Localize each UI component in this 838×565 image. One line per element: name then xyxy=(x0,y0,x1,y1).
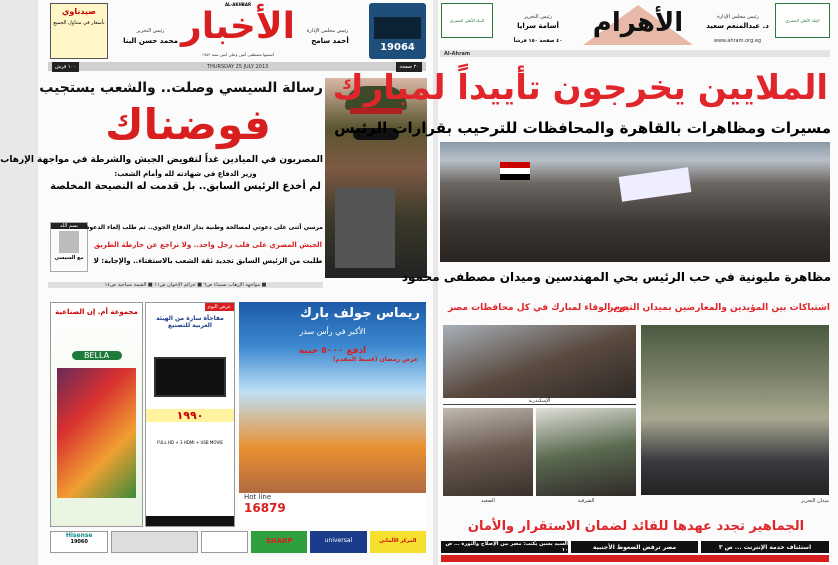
tv-price: ١٩٩٠ xyxy=(146,409,234,422)
author-photo xyxy=(59,231,79,253)
juice-ad-title: مجموعة أم. إن الصناعية xyxy=(55,308,138,316)
bottom-ads-row xyxy=(50,531,426,553)
slogan: أسسها مصطفى أمين وعلي أمين سنة ١٩٥٢ xyxy=(201,52,275,57)
subhead-3: لم أخدع الرئيس السابق.. بل قدمت له النصيحة المخلصة xyxy=(50,181,321,192)
website: www.ahram.org.eg xyxy=(713,38,762,44)
headline-2: مظاهرة مليونية في حب الرئيس بحي المهندسين وميدان مصطفى محمود xyxy=(401,270,831,284)
resort-payment: ادفع ٥٠٠٠ جنيه xyxy=(298,346,367,356)
col-right-title: اشتباكات بين المؤيدين والمعارضين بميدان التحرير xyxy=(608,303,830,313)
caption-upper-egypt: الصعيد xyxy=(481,498,495,504)
bank-ad-right: البنك الأهلي المصري xyxy=(775,3,830,38)
col-left-title: يوم الوفاء لمبارك في كل محافظات مصر xyxy=(447,303,630,313)
tahrir-photo xyxy=(641,325,829,495)
kicker: رسالة السيسي وصلت.. والشعب يستجيب xyxy=(39,80,323,96)
main-headline: الملايين يخرجون تأييداً لمبارك xyxy=(332,68,828,108)
caption-tahrir: ميدان التحرير xyxy=(800,498,829,504)
index-bar: ■ مواجهة الإرهاب بسيناء ص٦ ■ جرائم الإخوان ص١١ ■ القيمة سياحية ص١٤ xyxy=(48,282,323,288)
editor-name: أسامة سرايا xyxy=(517,22,559,30)
chairman-label: رئيس مجلس الإدارة xyxy=(306,28,349,34)
caption-alexandria: الإسكندرية xyxy=(443,398,636,404)
subhead-1: المصريون في الميادين غداً لتفويض الجيش والشرطة في مواجهة الإرهاب xyxy=(0,155,323,165)
column-box xyxy=(50,222,88,272)
hotline-label: Hot line xyxy=(244,493,272,501)
subhead-6: طلبت من الرئيس السابق تجديد ثقة الشعب بالاستفتاء.. والإجابة: لا xyxy=(93,257,323,265)
phone-ad xyxy=(369,3,426,59)
resort-subtitle: الأكبر في رأس سدر xyxy=(299,327,366,336)
universal-ad: universal xyxy=(310,531,366,553)
juice-ad xyxy=(50,302,143,527)
tv-ad-title: مفاجأة سارة من الهيئة العربية للتصنيع xyxy=(156,315,224,329)
hisense-ad: Hisense 19060 xyxy=(50,531,108,553)
bank-ad-left: البنك الأهلي المصري xyxy=(441,3,493,38)
subhead-5: الجيش المصري على قلب رجل واحد.. ولا تراجع عن خارطة الطريق xyxy=(93,241,323,249)
akhbar-logo: الأخبار xyxy=(180,6,296,47)
price: ١٠٠ قرش xyxy=(52,62,79,72)
editor-name: محمد حسن البنا xyxy=(123,37,178,45)
subhead-4: مرسي أثنى على دعوتي لمصالحة وطنية بدار الدفاع الجوي.. ثم طلب إلغاء الدعوة xyxy=(85,224,323,231)
sednaoui-ad xyxy=(50,3,108,59)
tv-image xyxy=(154,357,226,397)
tv-ad-tag: عرض اليوم xyxy=(205,303,234,311)
chairman-name: أحمد سامح xyxy=(311,37,349,45)
editor-label: رئيس التحرير xyxy=(136,28,165,34)
teaser-internet: استئناف خدمة الإنترنت ... ص ٣ xyxy=(701,541,829,553)
sharp-ad: SHARP xyxy=(251,531,307,553)
price: ٤٠ صفحة ١٥٠ قرشاً xyxy=(513,38,563,44)
sharqia-photo xyxy=(536,408,636,496)
teaser-3: السيد يسين يكتب: مصر بين الإصلاح والثورة ... ص ١٠ xyxy=(441,541,568,553)
alexandria-photo xyxy=(443,325,636,405)
tv-spec: FULL HD + 3 HDMI + USB MOVIE xyxy=(157,440,223,445)
column-author: مع السيسي xyxy=(54,255,84,261)
caption-sharqia: الشرقية xyxy=(577,498,595,504)
resort-ad xyxy=(239,302,426,527)
hotline-number: 16879 xyxy=(244,501,286,515)
date-bar xyxy=(440,50,830,57)
tv-ad xyxy=(145,302,235,527)
resort-title: ريماس جولف بارك xyxy=(300,306,420,321)
masthead-latin: AL-AKHBAR xyxy=(224,2,252,7)
masthead-latin: Al-Ahram xyxy=(444,50,471,57)
bottom-headline: الجماهير تجدد عهدها للقائد لضمان الاستقرار والأمان xyxy=(467,519,805,534)
juice-brand: BELLA xyxy=(72,351,122,360)
ad-text: بأسعار في متناول الجميع xyxy=(53,20,105,26)
ad-phone: 19064 xyxy=(380,42,415,53)
date: THURSDAY 25 JULY 2013 xyxy=(207,63,269,70)
ad-brand: صيدناوي xyxy=(62,7,96,16)
red-strip xyxy=(441,555,829,562)
chairman-label: رئيس مجلس الإدارة xyxy=(717,14,759,20)
main-headline: فوضناك xyxy=(105,100,271,149)
chairman-name: د. عبدالمنعم سعيد xyxy=(706,22,769,30)
ahram-logo: الأهرام xyxy=(592,8,684,38)
editor-label: رئيس التحرير xyxy=(524,14,552,20)
german-center-ad: المركز الألماني xyxy=(370,531,426,553)
subheadline: مسيرات ومظاهرات بالقاهرة والمحافظات للترحيب بقرارات الرئيس xyxy=(334,119,831,137)
resort-offer: عرض رمضان (قسط المقدم) xyxy=(332,356,418,363)
column-label: بسم الله xyxy=(51,223,87,229)
crowd-photo-main xyxy=(440,142,830,262)
subhead-2: وزير الدفاع في شهادته لله وأمام الشعب: xyxy=(114,170,257,178)
teaser-2: مصر ترفض الضغوط الأجنبية xyxy=(571,541,698,553)
page-count: ٢٠ صفحة xyxy=(396,62,422,72)
upper-egypt-photo xyxy=(443,408,533,496)
